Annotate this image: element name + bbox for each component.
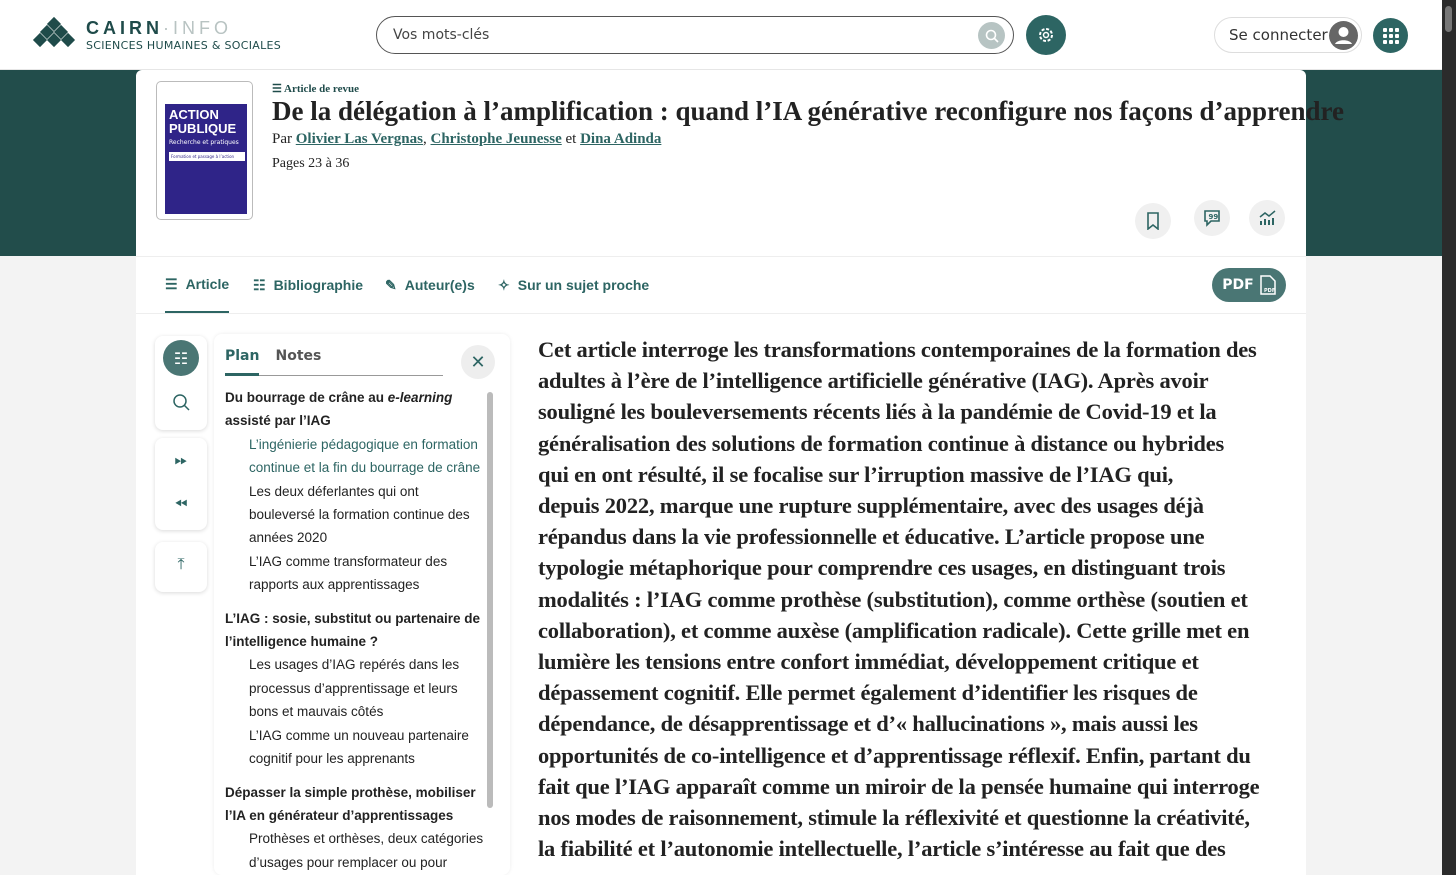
reader-toolbar <box>155 336 207 430</box>
plan-subsection[interactable]: L’IAG comme transformateur des rapports aux apprentissages <box>249 553 448 593</box>
tab-label: Sur un sujet proche <box>517 277 650 293</box>
back-to-top-button[interactable] <box>163 546 199 582</box>
login-label: Se connecter <box>1229 26 1328 44</box>
abstract-line: répandus dans la vie professionnelle et éducative. L’article propose une <box>538 524 1205 550</box>
abstract-line: opportunités de co-intelligence et d’apprentissage réflexif. Enfin, partant du <box>538 742 1251 768</box>
bookmark-icon <box>1146 212 1160 230</box>
abstract-line: collaboration), et comme auxèse (amplification radicale). Cette grille met en <box>538 617 1250 643</box>
tab-label: Auteur(e)s <box>404 277 475 293</box>
plan-scrollbar[interactable] <box>487 392 493 808</box>
abstract-line: souligné les bouleversements récents liés à la pandémie de Covid-19 et la <box>538 399 1217 425</box>
abstract-line: depuis 2022, marque une rupture supplémentaire, avec des usages déjà <box>538 493 1204 519</box>
next-section-button[interactable] <box>163 442 199 478</box>
abstract-line: lumière les tensions entre confort immédiat, développement critique et <box>538 649 1199 675</box>
search-button[interactable] <box>978 22 1005 49</box>
author-link[interactable]: Dina Adinda <box>580 131 662 147</box>
plan-subsection[interactable]: L’IAG comme un nouveau partenaire cognitif pour les apprenants <box>249 727 469 767</box>
plan-list <box>225 386 487 874</box>
article-card <box>136 70 1344 875</box>
tab-related[interactable] <box>498 257 649 313</box>
plan-subsection[interactable]: L’ingénierie pédagogique en formation continue et la fin du bourrage de crâne <box>249 436 481 476</box>
tab-plan[interactable]: Plan <box>225 348 259 376</box>
cover-banner: Formation et passage à l’action <box>169 152 245 161</box>
tab-notes[interactable]: Notes <box>275 348 322 364</box>
tab-bibliography[interactable] <box>253 257 363 313</box>
list-icon: ☷ <box>253 276 266 293</box>
author-link[interactable]: Olivier Las Vergnas <box>295 131 423 147</box>
abstract-line: adultes à l’ère de l’intelligence artificielle générative (IAG). Après avoir <box>538 368 1209 394</box>
logo-subtitle: SCIENCES HUMAINES & SOCIALES <box>86 39 282 52</box>
pen-icon: ✎ <box>385 276 397 293</box>
tab-article[interactable] <box>165 257 229 313</box>
abstract-line: modalités : l’IAG comme prothèse (substitution), comme orthèse (soutien et <box>538 586 1248 612</box>
abstract-line: typologie métaphorique pour comprendre ces usages, en distinguant trois <box>538 555 1226 581</box>
search-icon <box>985 29 999 43</box>
by-label: Par <box>272 131 292 147</box>
cover-title: ACTION PUBLIQUE <box>169 107 237 136</box>
search-text-button[interactable] <box>163 384 199 420</box>
cite-button[interactable] <box>1194 200 1230 236</box>
plan-section[interactable]: Du bourrage de crâne au e-learning assisté par l’IAG <box>225 390 453 429</box>
tab-authors[interactable] <box>385 257 475 313</box>
navigation-toolbar <box>155 438 207 530</box>
top-bar <box>0 0 1442 70</box>
abstract-line: dépendance, de désapprentissage et d’« hallucinations », mais aussi les <box>538 711 1198 737</box>
pdf-button[interactable] <box>1212 268 1286 302</box>
plan-section[interactable]: Dépasser la simple prothèse, mobiliser l’IA en générateur d’apprentissages <box>225 784 476 823</box>
abstract-line: dépassement cognitif. Elle permet également d’identifier les risques de <box>538 680 1198 706</box>
close-icon: ✕ <box>470 351 486 373</box>
article-type: ☰ Article de revue <box>272 83 359 95</box>
search-placeholder: Vos mots-clés <box>393 27 490 43</box>
page-scrollbar[interactable] <box>1442 0 1456 875</box>
previous-section-button[interactable] <box>163 486 199 522</box>
apps-menu-button[interactable] <box>1373 18 1408 53</box>
article-type-label: Article de revue <box>284 83 359 95</box>
search-icon <box>172 393 190 411</box>
rewind-icon: ⏪︎ <box>174 494 188 513</box>
abstract <box>538 334 1259 864</box>
cairn-logo[interactable] <box>30 18 281 52</box>
plan-subsection[interactable]: Prothèses et orthèses, deux catégories d’usages pour remplacer ou pour <box>249 831 484 870</box>
plan-section[interactable]: L’IAG : sosie, substitut ou partenaire de l’intelligence humaine ? <box>225 610 481 650</box>
tab-label: Article <box>185 276 230 292</box>
abstract-line: généralisation des solutions de formation continue à distance ou hybrides <box>538 430 1225 456</box>
plan-subsection[interactable]: Les usages d’IAG repérés dans les processus d’apprentissage et leurs bons et mauvais côtés <box>249 657 460 720</box>
advanced-search-button[interactable] <box>1026 15 1066 55</box>
article-icon: ☰ <box>165 275 178 292</box>
quote-icon <box>1203 209 1221 227</box>
abstract-line: qui en ont résulté, il se focalise sur l’irruption massive de l’IAG qui, <box>538 461 1174 487</box>
sep: et <box>561 131 581 147</box>
close-panel-button[interactable] <box>461 345 495 379</box>
abstract-line: nos modes de raisonnement, stimule la réflexivité et questionne la créativité, <box>538 805 1250 831</box>
chart-icon <box>1258 209 1276 227</box>
stats-button[interactable] <box>1249 200 1285 236</box>
logo-main: CAIRN <box>86 18 163 38</box>
plan-subsection[interactable]: Les deux déferlantes qui ont bouleversé la formation continue des années 2020 <box>249 483 470 546</box>
pdf-label: PDF <box>1222 277 1254 293</box>
gear-icon <box>1037 26 1055 44</box>
plan-panel <box>214 334 510 875</box>
login-button[interactable] <box>1214 17 1362 53</box>
journal-cover[interactable] <box>156 81 253 220</box>
sep: , <box>423 131 431 147</box>
pages: Pages 23 à 36 <box>272 156 350 171</box>
authors <box>272 131 661 148</box>
author-link[interactable]: Christophe Jeunesse <box>430 131 562 147</box>
top-toolbar <box>155 542 207 592</box>
svg-text:99: 99 <box>1208 213 1219 221</box>
logo-mark-icon <box>30 18 78 52</box>
abstract-line: Cet article interroge les transformations contemporaines de la formation des <box>538 337 1257 362</box>
logo-dot: ·INFO <box>163 18 232 38</box>
svg-text:PDF: PDF <box>1263 288 1275 294</box>
bookmark-button[interactable] <box>1135 203 1171 239</box>
article-title: De la délégation à l’amplification : quand l’IA générative reconfigure nos façons d’apprendre <box>272 96 1344 126</box>
cover-subtitle: Recherche et pratiques <box>169 139 239 146</box>
abstract-line: fait que l’IAG apparaît comme un miroir de la pensée humaine qui interroge <box>538 773 1260 799</box>
abstract-line: la fiabilité et l’autonomie intellectuelle, l’article s’intéresse au fait que des <box>538 836 1226 862</box>
search-input[interactable] <box>376 16 1014 54</box>
user-icon <box>1329 21 1358 50</box>
toc-icon: ☷ <box>173 348 189 368</box>
fast-forward-icon: ⏩︎ <box>174 450 188 469</box>
tab-label: Bibliographie <box>273 277 364 293</box>
article-tabs <box>136 256 1306 314</box>
toc-button[interactable] <box>163 340 199 376</box>
arrow-up-icon: ⤒ <box>177 554 185 573</box>
pdf-file-icon <box>1260 275 1276 295</box>
sparkle-icon: ✧ <box>498 276 510 293</box>
